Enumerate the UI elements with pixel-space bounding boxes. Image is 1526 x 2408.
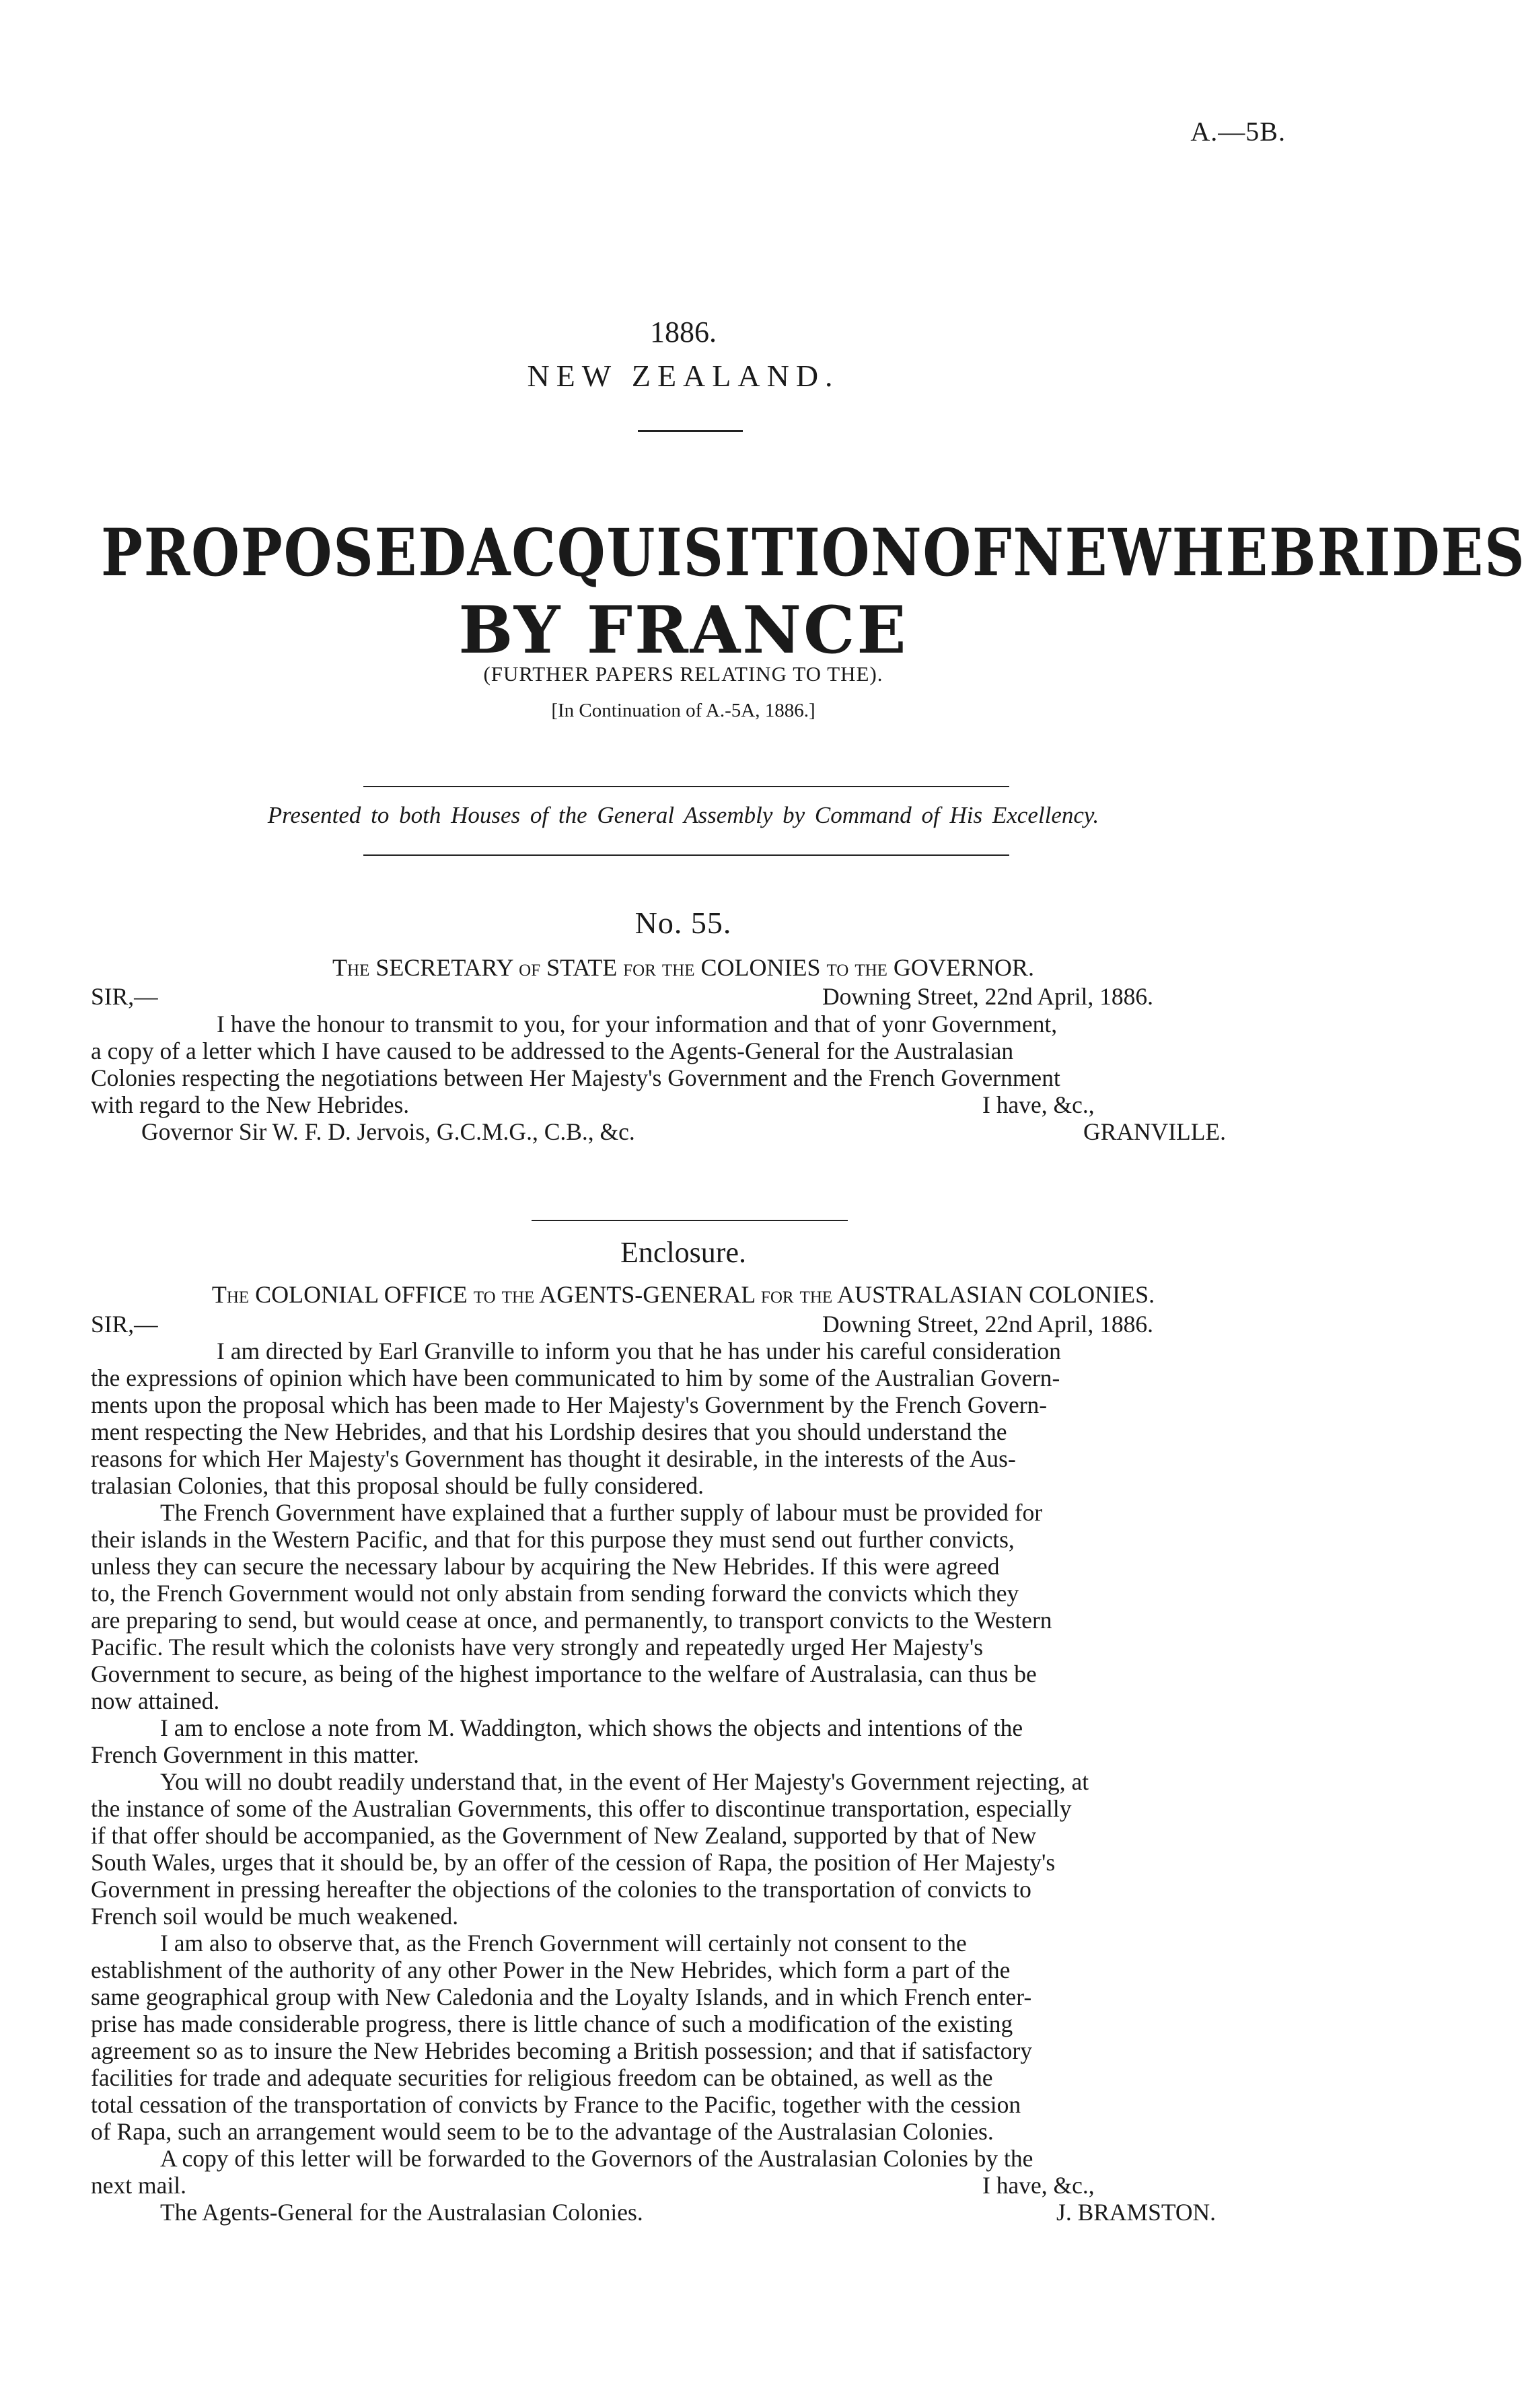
body-line: Government to secure, as being of the highest importance to the welfare of Australasia, can thus be — [91, 1661, 1037, 1687]
signature: J. BRAMSTON. — [1056, 2199, 1216, 2226]
title-word: OF — [922, 515, 1013, 591]
body-line: ments upon the proposal which has been made to Her Majesty's Government by the French Govern- — [91, 1391, 1048, 1418]
body-line: establishment of the authority of any other Power in the New Hebrides, which form a part of the — [91, 1957, 1011, 1983]
salutation: SIR,— — [91, 983, 158, 1010]
body-line: now attained. — [91, 1687, 220, 1714]
title-word: HEBRIDES — [1171, 515, 1526, 591]
body-line: are preparing to send, but would cease at once, and permanently, to transport convicts to the Western — [91, 1607, 1052, 1634]
body-line: of Rapa, such an arrangement would seem to be to the advantage of the Australasian Colonies. — [91, 2118, 994, 2145]
body-line: Government in pressing hereafter the objections of the colonies to the transportation of convicts to — [91, 1876, 1031, 1903]
document-subtitle: (FURTHER PAPERS RELATING TO THE). — [483, 662, 883, 686]
body-line: facilities for trade and adequate securities for religious freedom can be obtained, as well as the — [91, 2064, 993, 2091]
divider-rule — [638, 430, 743, 432]
body-line: You will no doubt readily understand that, in the event of Her Majesty's Government rejecting, at — [160, 1768, 1089, 1795]
body-line: I have the honour to transmit to you, for your information and that of yonr Government, — [217, 1011, 1058, 1037]
body-line: The French Government have explained that a further supply of labour must be provided for — [160, 1499, 1043, 1526]
body-line: the instance of some of the Australian Governments, this offer to discontinue transportation, especially — [91, 1795, 1072, 1822]
signature: GRANVILLE. — [1083, 1118, 1226, 1145]
body-line: French Government in this matter. — [91, 1741, 420, 1768]
body-line: I am directed by Earl Granville to inform you that he has under his careful consideration — [217, 1338, 1061, 1364]
enclosure-title: Enclosure. — [620, 1236, 746, 1269]
body-line: a copy of a letter which I have caused to be addressed to the Agents-General for the Australasian — [91, 1037, 1014, 1064]
body-line: to, the French Government would not only abstain from sending forward the convicts which they — [91, 1580, 1019, 1607]
body-line: Colonies respecting the negotiations between Her Majesty's Government and the French Government — [91, 1064, 1060, 1091]
place-date: Downing Street, 22nd April, 1886. — [822, 983, 1154, 1010]
closing: I have, &c., — [982, 2172, 1095, 2199]
enclosure-heading: The COLONIAL OFFICE to the AGENTS-GENERAL for the AUSTRALASIAN COLONIES. — [211, 1281, 1155, 1308]
body-line: if that offer should be accompanied, as the Government of New Zealand, supported by that of New — [91, 1822, 1037, 1849]
body-line: South Wales, urges that it should be, by an offer of the cession of Rapa, the position of Her Majesty's — [91, 1849, 1056, 1876]
document-title-line-1 — [101, 515, 1526, 591]
body-line: tralasian Colonies, that this proposal should be fully considered. — [91, 1472, 704, 1499]
body-line: reasons for which Her Majesty's Government has thought it desirable, in the interests of the Aus- — [91, 1445, 1016, 1472]
divider-rule — [532, 1220, 848, 1221]
salutation: SIR,— — [91, 1311, 158, 1338]
closing: I have, &c., — [982, 1091, 1095, 1118]
presented-note: Presented to both Houses of the General Assembly by Command of His Excellency. — [267, 802, 1099, 828]
year: 1886. — [650, 316, 717, 349]
body-line: the expressions of opinion which have been communicated to him by some of the Australian Govern- — [91, 1364, 1060, 1391]
divider-rule — [363, 854, 1009, 856]
body-line: unless they can secure the necessary labour by acquiring the New Hebrides. If this were agreed — [91, 1553, 1000, 1580]
document-title-line-2: BY FRANCE — [458, 592, 908, 668]
addressee: The Agents-General for the Australasian Colonies. — [160, 2199, 643, 2226]
place-date: Downing Street, 22nd April, 1886. — [822, 1311, 1154, 1338]
page-reference: A.—5B. — [1190, 116, 1286, 147]
body-line: ment respecting the New Hebrides, and that his Lordship desires that you should understand the — [91, 1418, 1007, 1445]
body-line: next mail. — [91, 2172, 186, 2199]
body-line: I am to enclose a note from M. Waddington, which shows the objects and intentions of the — [160, 1714, 1023, 1741]
letter-heading: The SECRETARY of STATE for the COLONIES to the GOVERNOR. — [332, 954, 1034, 981]
body-line: their islands in the Western Pacific, and that for this purpose they must send out further convicts, — [91, 1526, 1015, 1553]
body-line: with regard to the New Hebrides. — [91, 1091, 410, 1118]
body-line: same geographical group with New Caledonia and the Loyalty Islands, and in which French enter- — [91, 1983, 1032, 2010]
body-line: prise has made considerable progress, there is little chance of such a modification of the existing — [91, 2010, 1013, 2037]
letter-number: No. 55. — [634, 906, 732, 940]
body-line: I am also to observe that, as the French Government will certainly not consent to the — [160, 1930, 967, 1957]
country-heading: NEW ZEALAND. — [527, 359, 840, 393]
body-line: Pacific. The result which the colonists have very strongly and repeatedly urged Her Majesty's — [91, 1634, 984, 1661]
body-line: agreement so as to insure the New Hebrides becoming a British possession; and that if satisfactory — [91, 2037, 1032, 2064]
title-word: PROPOSED — [101, 515, 468, 591]
title-word: ACQUISITION — [467, 515, 923, 591]
body-line: A copy of this letter will be forwarded to the Governors of the Australasian Colonies by the — [160, 2145, 1033, 2172]
divider-rule — [363, 786, 1009, 787]
continuation-note: [In Continuation of A.-5A, 1886.] — [551, 700, 815, 721]
body-line: French soil would be much weakened. — [91, 1903, 459, 1930]
addressee: Governor Sir W. F. D. Jervois, G.C.M.G., C.B., &c. — [141, 1118, 635, 1145]
title-word: NEW — [1013, 515, 1172, 591]
body-line: total cessation of the transportation of convicts by France to the Pacific, together with the cession — [91, 2091, 1021, 2118]
